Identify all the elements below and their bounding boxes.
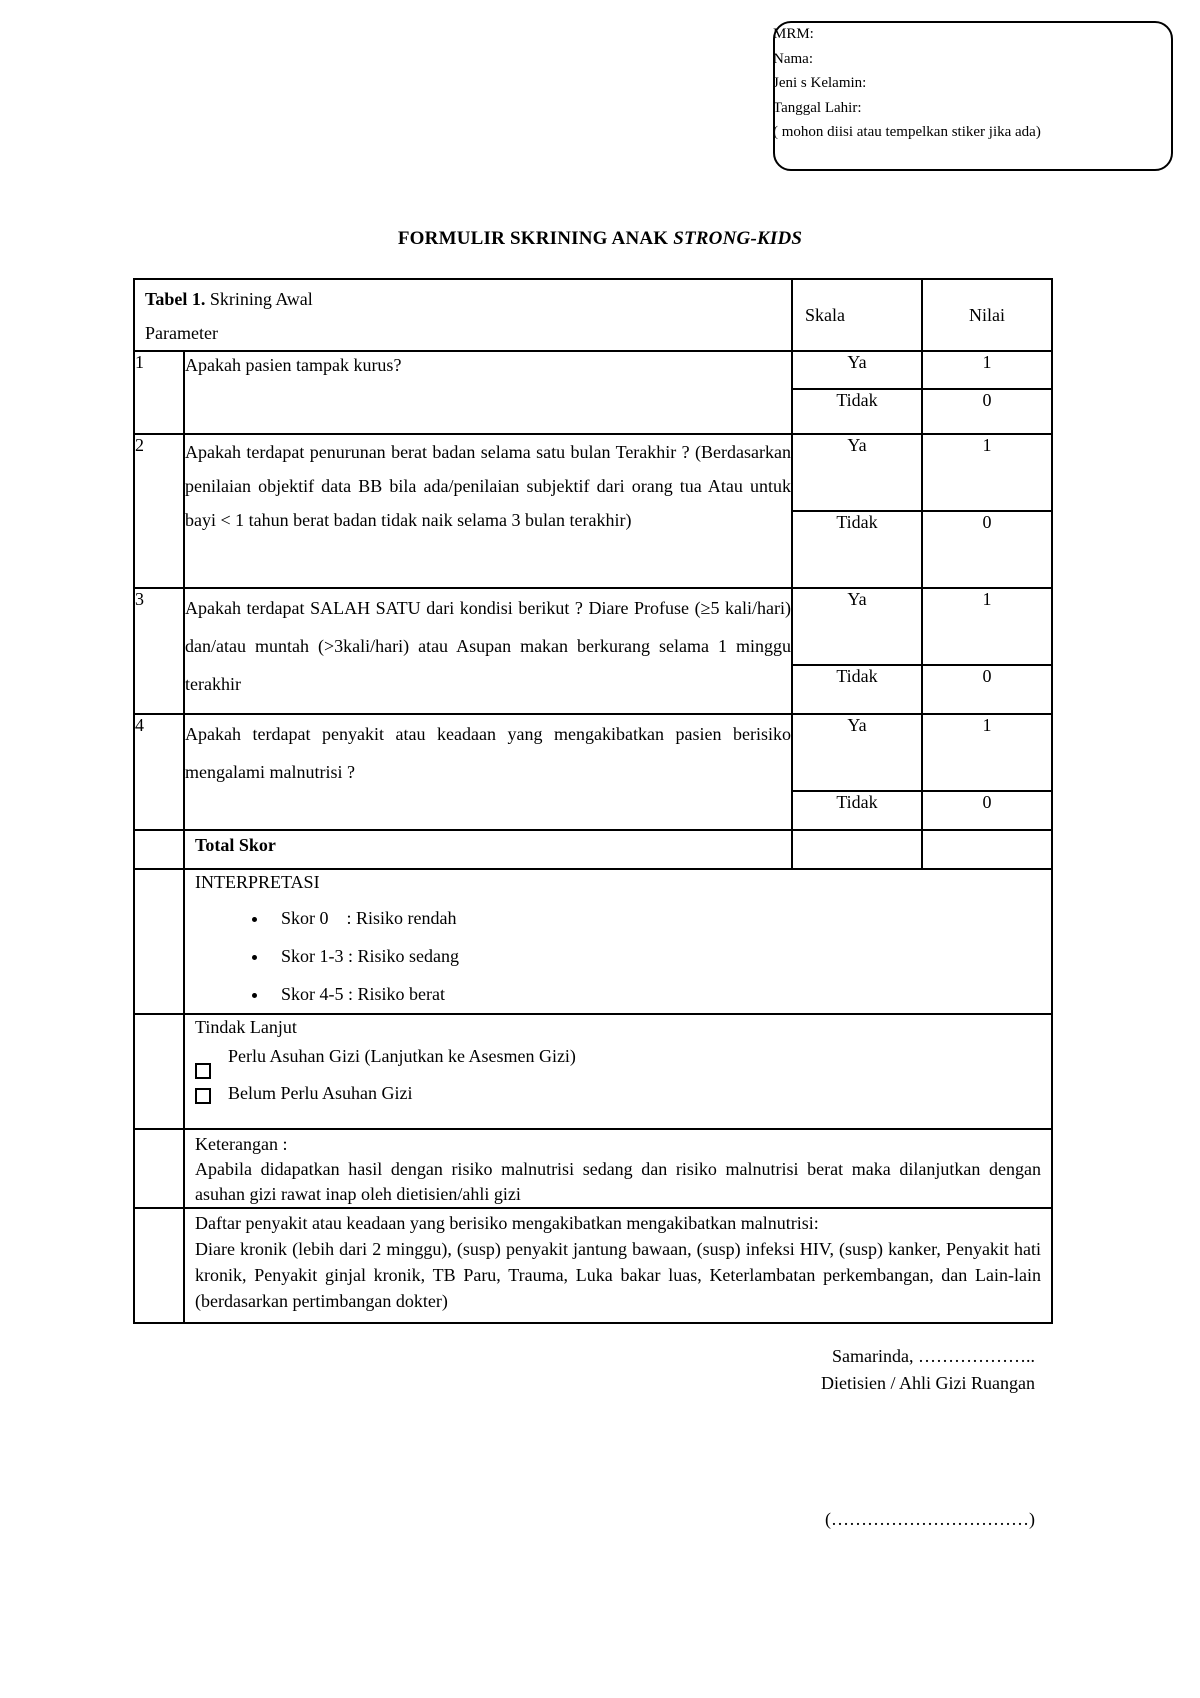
header-nilai: Nilai: [922, 279, 1052, 351]
jenis-kelamin-field: Jeni s Kelamin:: [773, 75, 867, 91]
skala-tidak: Tidak: [792, 389, 922, 434]
list-item: • Skor 0 : Risiko rendah: [269, 899, 1041, 937]
interpretasi-heading: INTERPRETASI: [195, 872, 320, 892]
interpretasi-list: [195, 899, 1041, 1013]
signature-place-date: Samarinda, ………………..: [832, 1346, 1035, 1366]
row-question: Apakah terdapat penurunan berat badan selama satu bulan Terakhir ? (Berdasarkan penilaian objektif data BB bila ada/penilaian subjektif dari orang tua Atau untuk bayi < 1 tahun berat badan tidak naik selama 3 bulan terakhir): [184, 434, 792, 588]
row-question: Apakah terdapat penyakit atau keadaan yang mengakibatkan pasien berisiko mengalami malnutrisi ?: [184, 714, 792, 830]
total-number-cell: [134, 830, 184, 869]
row-number: 4: [134, 714, 184, 830]
nilai-ya: 1: [922, 434, 1052, 511]
table-row: [134, 714, 1052, 791]
patient-label-fields: [773, 22, 1193, 145]
row-number: 1: [134, 351, 184, 434]
total-nilai-cell: [922, 830, 1052, 869]
interpretasi-cell: [184, 869, 1052, 1014]
keterangan-cell: [184, 1129, 1052, 1208]
signature-name-line: (……………………………): [825, 1509, 1035, 1529]
table-caption-bold: Tabel 1.: [145, 289, 206, 309]
total-skala-cell: [792, 830, 922, 869]
keterangan-heading: Keterangan :: [195, 1134, 288, 1154]
skala-ya: Ya: [792, 714, 922, 791]
skala-ya: Ya: [792, 434, 922, 511]
nilai-ya: 1: [922, 588, 1052, 665]
row-question: Apakah terdapat SALAH SATU dari kondisi berikut ? Diare Profuse (≥5 kali/hari) dan/atau muntah (>3kali/hari) atau Asupan makan berkurang selama 1 minggu terakhir: [184, 588, 792, 714]
table-row: [134, 588, 1052, 665]
tindak-lanjut-heading: Tindak Lanjut: [195, 1017, 297, 1037]
table-header-row: [134, 279, 1052, 351]
nilai-ya: 1: [922, 351, 1052, 389]
daftar-text: Diare kronik (lebih dari 2 minggu), (susp) penyakit jantung bawaan, (susp) infeksi HIV, (susp) kanker, Penyakit hati kronik, Penyakit ginjal kronik, TB Paru, Trauma, Luka bakar luas, Keterlambatan perkembangan, dan Lain-lain (berdasarkan pertimbangan dokter): [195, 1239, 1041, 1311]
option-label: Perlu Asuhan Gizi (Lanjutkan ke Asesmen Gizi): [228, 1046, 576, 1066]
nilai-tidak: 0: [922, 389, 1052, 434]
keterangan-text: Apabila didapatkan hasil dengan risiko malnutrisi sedang dan risiko malnutrisi berat maka dilanjutkan dengan asuhan gizi rawat inap oleh dietisien/ahli gizi: [195, 1159, 1041, 1204]
option-belum-perlu: [185, 1079, 1051, 1116]
nilai-tidak: 0: [922, 511, 1052, 588]
interpretasi-row: [134, 869, 1052, 1014]
skala-tidak: Tidak: [792, 511, 922, 588]
skala-ya: Ya: [792, 351, 922, 389]
signature-role: Dietisien / Ahli Gizi Ruangan: [821, 1373, 1035, 1393]
table-caption-text: Skrining Awal: [205, 289, 313, 309]
list-item: • Skor 1-3 : Risiko sedang: [269, 937, 1041, 975]
daftar-row: [134, 1208, 1052, 1323]
keterangan-row: [134, 1129, 1052, 1208]
option-perlu-asuhan: [185, 1042, 1051, 1079]
row-number: 2: [134, 434, 184, 588]
tindak-lanjut-row: [134, 1014, 1052, 1129]
daftar-cell: [184, 1208, 1052, 1323]
table-caption-cell: [134, 279, 792, 351]
nilai-tidak: 0: [922, 665, 1052, 714]
daftar-number-cell: [134, 1208, 184, 1323]
tindak-lanjut-cell: [184, 1014, 1052, 1129]
daftar-heading: Daftar penyakit atau keadaan yang berisiko mengakibatkan mengakibatkan malnutrisi:: [195, 1213, 819, 1233]
screening-table: [133, 278, 1053, 1324]
table-row: [134, 351, 1052, 389]
nilai-tidak: 0: [922, 791, 1052, 830]
tanggal-lahir-field: Tanggal Lahir:: [773, 99, 862, 116]
header-parameter: Parameter: [145, 323, 218, 343]
table-row: [134, 434, 1052, 511]
option-label: Belum Perlu Asuhan Gizi: [228, 1083, 413, 1103]
row-question: Apakah pasien tampak kurus?: [184, 351, 792, 434]
nama-field: Nama:: [773, 50, 813, 67]
row-number: 3: [134, 588, 184, 714]
checkbox-belum-perlu[interactable]: [195, 1088, 211, 1104]
total-label: Total Skor: [184, 830, 792, 869]
label-note: ( mohon diisi atau tempelkan stiker jika ada): [773, 124, 1041, 140]
skala-tidak: Tidak: [792, 791, 922, 830]
skala-tidak: Tidak: [792, 665, 922, 714]
keterangan-number-cell: [134, 1129, 184, 1208]
mrm-field: MRM:: [773, 26, 814, 42]
title-italic: STRONG-KIDS: [673, 228, 803, 249]
nilai-ya: 1: [922, 714, 1052, 791]
list-item: • Skor 4-5 : Risiko berat: [269, 975, 1041, 1013]
title-prefix: FORMULIR SKRINING ANAK: [397, 228, 674, 249]
skala-ya: Ya: [792, 588, 922, 665]
interpretasi-number-cell: [134, 869, 184, 1014]
form-title: [0, 228, 1200, 250]
tindak-lanjut-number-cell: [134, 1014, 184, 1129]
header-skala: Skala: [792, 279, 922, 351]
checkbox-perlu-asuhan[interactable]: [195, 1063, 211, 1079]
total-row: [134, 830, 1052, 869]
